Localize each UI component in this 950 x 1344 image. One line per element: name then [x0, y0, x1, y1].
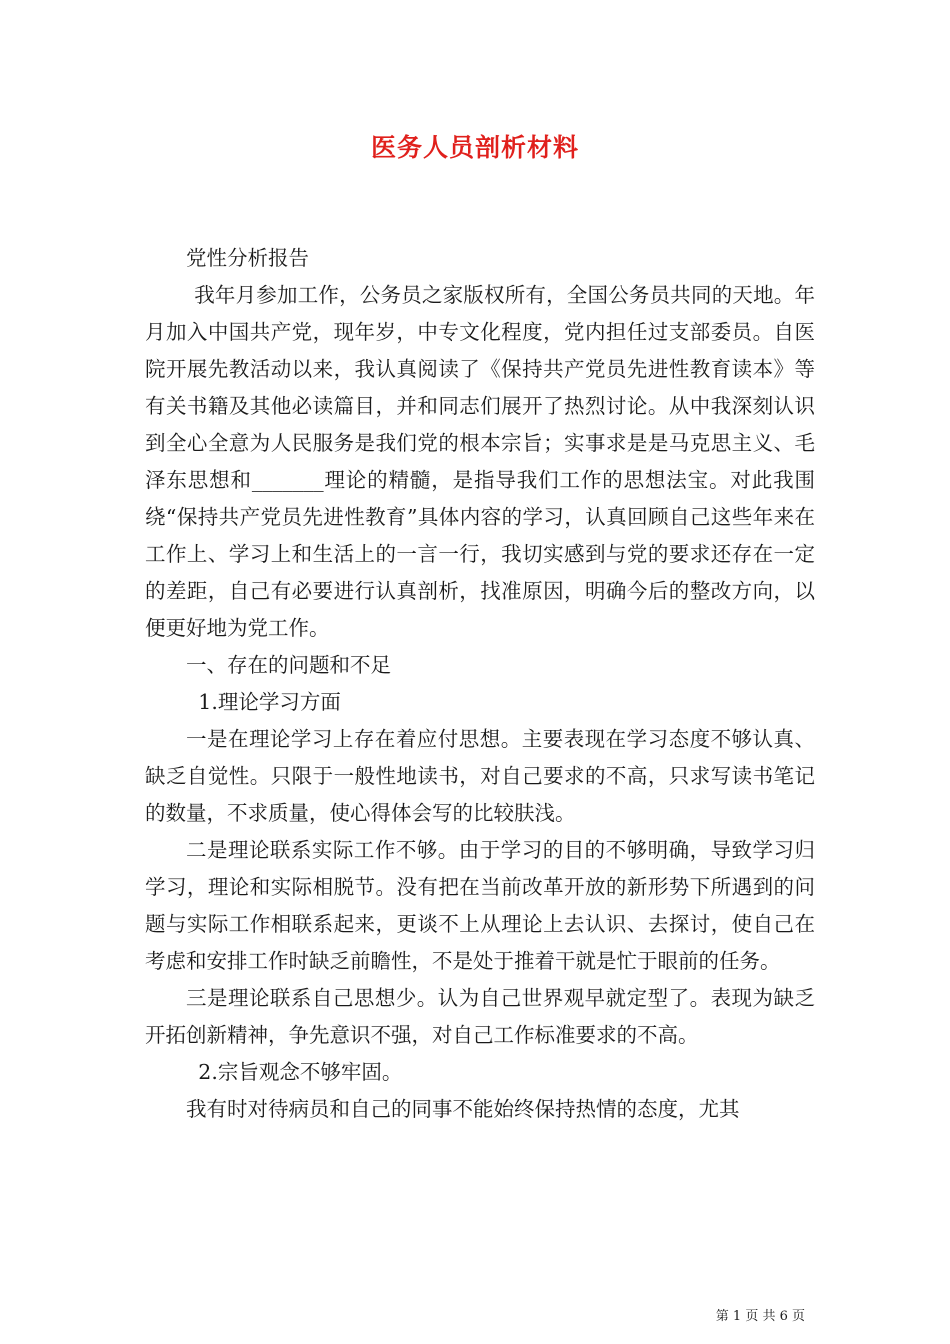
paragraph-point-two: 二是理论联系实际工作不够。由于学习的目的不够明确，导致学习归学习，理论和实际相脱节。没有把在当前改革开放的新形势下所遇到的问题与实际工作相联系起来，更谈不上从理论上去认识、去探讨，使自己在考虑和安排工作时缺乏前瞻性，不是处于推着干就是忙于眼前的任务。 [145, 838, 815, 973]
subsection-heading-theory: 1.理论学习方面 [198, 690, 341, 714]
subsection-heading-purpose: 2.宗旨观念不够牢固。 [198, 1060, 403, 1084]
document-title: 医务人员剖析材料 [370, 133, 579, 162]
paragraph-point-three: 三是理论联系自己思想少。认为自己世界观早就定型了。表现为缺乏开拓创新精神，争先意识不强，对自己工作标准要求的不高。 [145, 986, 815, 1047]
paragraph-intro: 我年月参加工作，公务员之家版权所有，全国公务员共同的天地。年月加入中国共产党，现年岁，中专文化程度，党内担任过支部委员。自医院开展先教活动以来，我认真阅读了《保持共产党员先进性教育读本》等有关书籍及其他必读篇目，并和同志们展开了热烈讨论。从中我深刻认识到全心全意为人民服务是我们党的根本宗旨；实事求是是马克思主义、毛泽东思想和_______理论的精髓，是指导我们工作的思想法宝。对此我围绕“保持共产党员先进性教育”具体内容的学习，认真回顾自己这些年来在工作上、学习上和生活上的一言一行，我切实感到与党的要求还存在一定的差距，自己有必要进行认真剖析，找准原因，明确今后的整改方向，以便更好地为党工作。 [145, 283, 815, 640]
page-number: 第 1 页 共 6 页 [715, 1309, 805, 1324]
paragraph-subtitle: 党性分析报告 [186, 246, 309, 270]
paragraph-point-one: 一是在理论学习上存在着应付思想。主要表现在学习态度不够认真、缺乏自觉性。只限于一般性地读书，对自己要求的不高，只求写读书笔记的数量，不求质量，使心得体会写的比较肤浅。 [145, 727, 815, 825]
paragraph-purpose: 我有时对待病员和自己的同事不能始终保持热情的态度，尤其 [186, 1097, 740, 1121]
document-body [145, 240, 815, 1128]
section-heading-problems: 一、存在的问题和不足 [186, 653, 391, 677]
